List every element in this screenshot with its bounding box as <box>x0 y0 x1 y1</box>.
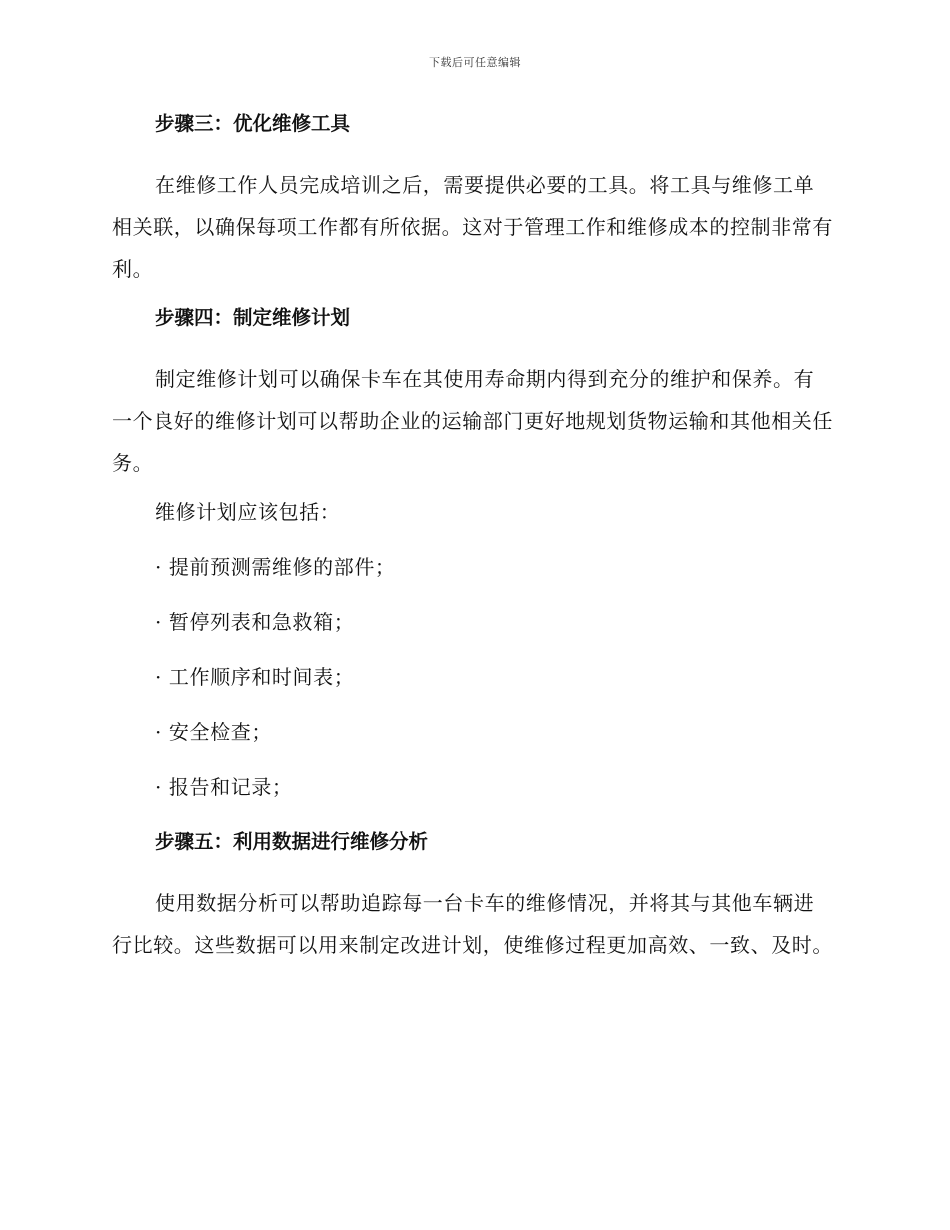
list-item: · 提前预测需维修的部件； <box>155 555 396 579</box>
list-item: · 工作顺序和时间表； <box>155 665 355 689</box>
step4-heading: 步骤四：制定维修计划 <box>155 306 351 329</box>
step5-paragraph: 使用数据分析可以帮助追踪每一台卡车的维修情况，并将其与其他车辆进行比较。这些数据可以用来制定改进计划，使维修过程更加高效、一致、及时。 <box>112 891 833 957</box>
step5-heading: 步骤五：利用数据进行维修分析 <box>155 830 429 853</box>
step3-paragraph: 在维修工作人员完成培训之后，需要提供必要的工具。将工具与维修工单相关联，以确保每项工作都有所依据。这对于管理工作和维修成本的控制非常有利。 <box>112 173 833 281</box>
list-item: · 报告和记录； <box>155 775 293 799</box>
list-item: · 安全检查； <box>155 720 272 744</box>
step4-paragraph: 制定维修计划可以确保卡车在其使用寿命期内得到充分的维护和保养。有一个良好的维修计划可以帮助企业的运输部门更好地规划货物运输和其他相关任务。 <box>112 367 833 475</box>
step3-heading: 步骤三：优化维修工具 <box>155 112 351 135</box>
list-item: · 暂停列表和急救箱； <box>155 610 355 634</box>
page-header: 下载后可任意编辑 <box>429 56 521 69</box>
plan-list-intro: 维修计划应该包括： <box>155 500 341 524</box>
document-body <box>112 110 834 980</box>
